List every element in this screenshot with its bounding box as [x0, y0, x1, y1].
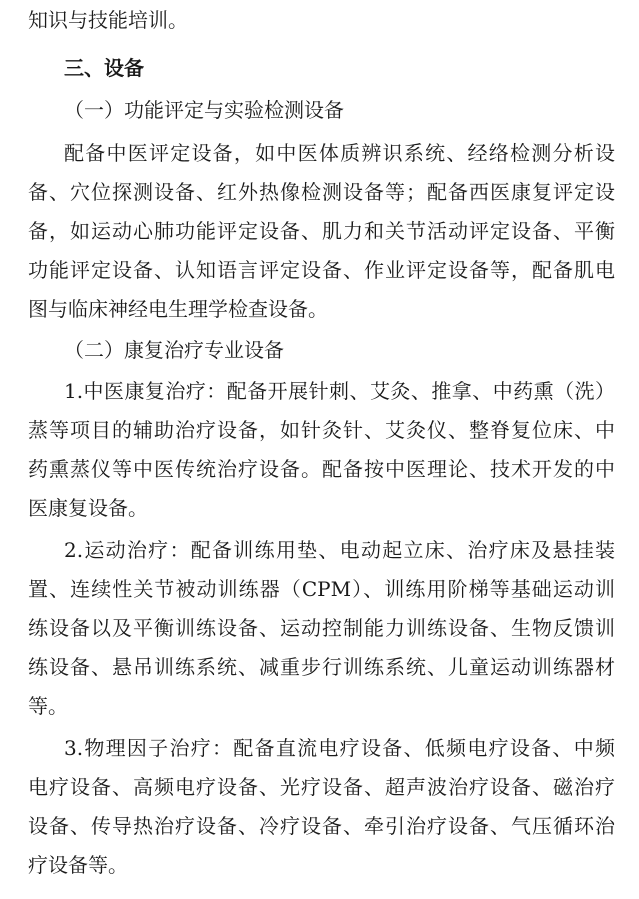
paragraph-line: 疗设备等。: [28, 853, 128, 877]
paragraph-line: 3.物理因子治疗：配备直流电疗设备、低频电疗设备、中频: [64, 736, 615, 760]
paragraph-line: 蒸等项目的辅助治疗设备，如针灸针、艾灸仪、整脊复位床、中: [28, 418, 615, 442]
paragraph-line: 功能评定设备、认知语言评定设备、作业评定设备等，配备肌电: [28, 258, 615, 282]
paragraph-line: 2.运动治疗：配备训练用垫、电动起立床、治疗床及悬挂装: [64, 538, 615, 562]
paragraph-line: 电疗设备、高频电疗设备、光疗设备、超声波治疗设备、磁治疗: [28, 775, 615, 799]
text-line: 知识与技能培训。: [28, 8, 188, 32]
subsection-heading: （一）功能评定与实验检测设备: [64, 98, 344, 122]
paragraph-line: 备，如运动心肺功能评定设备、肌力和关节活动评定设备、平衡: [28, 219, 615, 243]
paragraph-line: 练设备、悬吊训练系统、减重步行训练系统、儿童运动训练器材: [28, 655, 615, 679]
paragraph-line: 1.中医康复治疗：配备开展针刺、艾灸、推拿、中药熏（洗）: [64, 379, 615, 403]
paragraph-line: 备、穴位探测设备、红外热像检测设备等；配备西医康复评定设: [28, 180, 615, 204]
paragraph-line: 配备中医评定设备，如中医体质辨识系统、经络检测分析设: [64, 141, 615, 165]
paragraph-line: 设备、传导热治疗设备、冷疗设备、牵引治疗设备、气压循环治: [28, 814, 615, 838]
subsection-heading: （二）康复治疗专业设备: [64, 338, 284, 362]
paragraph-line: 医康复设备。: [28, 496, 148, 520]
paragraph-line: 等。: [28, 694, 68, 718]
paragraph-line: 置、连续性关节被动训练器（CPM）、训练用阶梯等基础运动训: [28, 577, 615, 601]
section-heading: 三、设备: [64, 56, 144, 80]
paragraph-line: 图与临床神经电生理学检查设备。: [28, 297, 328, 321]
paragraph-line: 药熏蒸仪等中医传统治疗设备。配备按中医理论、技术开发的中: [28, 457, 615, 481]
paragraph-line: 练设备以及平衡训练设备、运动控制能力训练设备、生物反馈训: [28, 616, 615, 640]
